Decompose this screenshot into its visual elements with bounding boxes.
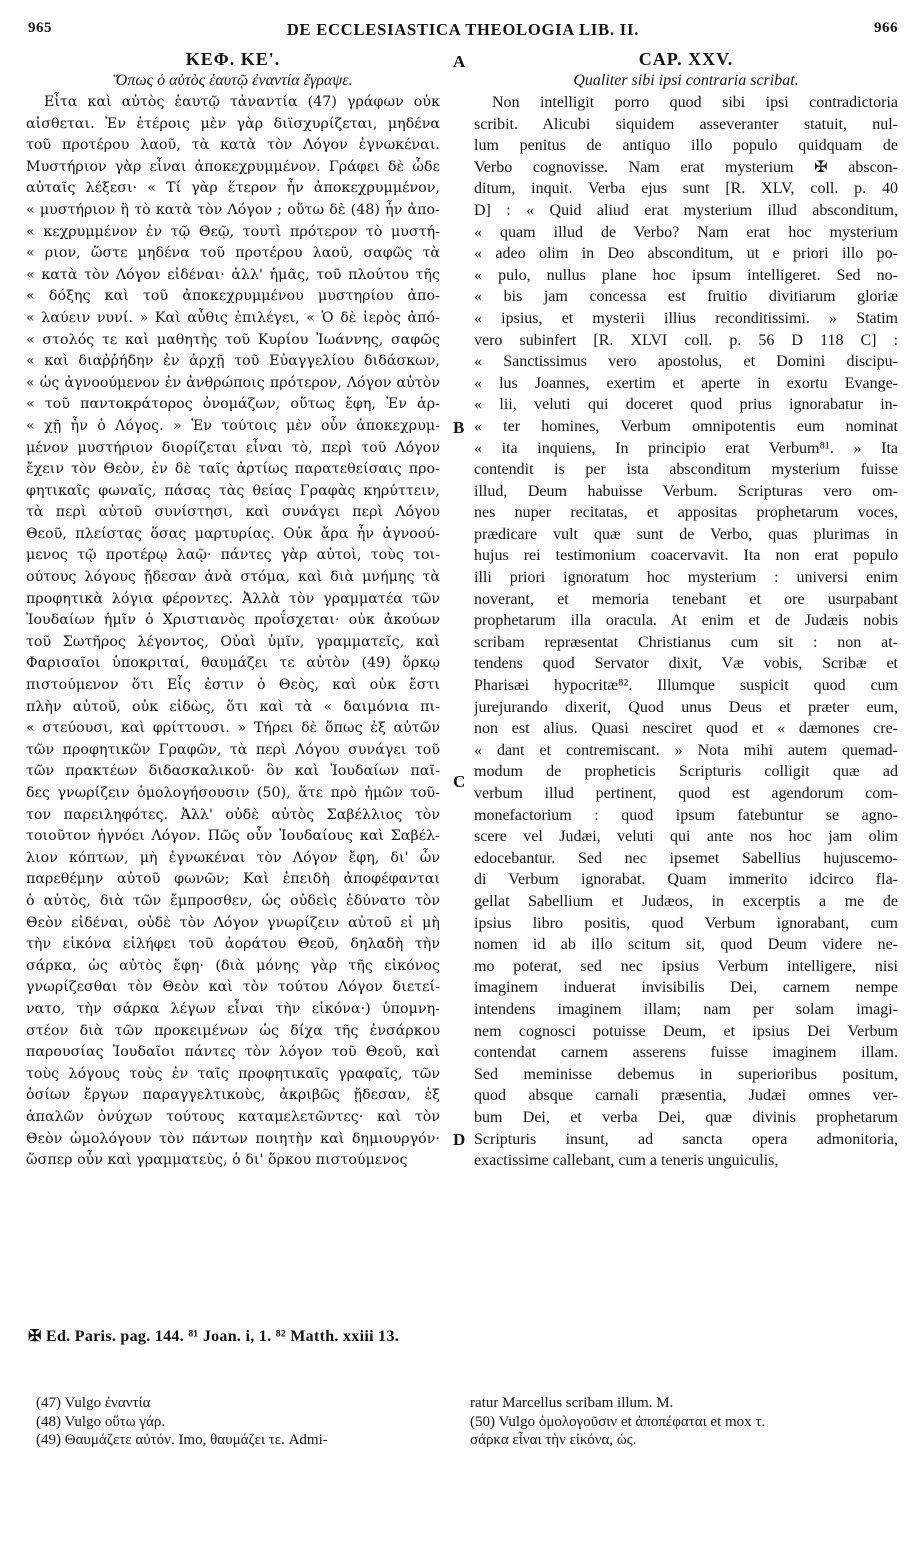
text-line: modum de propheticis Scripturis colligit quæ ad bbox=[474, 763, 898, 781]
text-line: Φαρισαῖοι ὑποκριταί, θαυμάζει τε αὐτὸν (49) ὅρκῳ bbox=[26, 655, 440, 672]
text-line: « χῇ ἦν ὁ Λόγος. » Ἐν τούτοις μὲν οὖν ἀποκεχρυμ- bbox=[26, 417, 440, 434]
text-line: ditum, inquit. Verba ejus sunt [R. XLV, coll. p. 40 bbox=[474, 180, 898, 198]
footnote-references: ✠ Ed. Paris. pag. 144. ⁸¹ Joan. i, 1. ⁸² Matth. xxiii 13. bbox=[28, 1328, 400, 1345]
text-line: jurejurando dixerit, Quod unus Deus et præter eum, bbox=[474, 698, 898, 716]
text-line: noverant, et memoria tenebant et ore usurpabant bbox=[474, 590, 898, 608]
text-line: « pulo, nullus plane hoc ipsum intelligeret. Sed no- bbox=[474, 266, 898, 284]
text-line: contendit is per ista absconditum mysterium fuisse bbox=[474, 461, 898, 479]
text-line: τῶν πρακτέων διδασκαλικοῦ· ὃν καὶ Ἰουδαίων παῖ- bbox=[26, 763, 440, 780]
text-line: τον παρειληφότες. Ἀλλ' οὐδὲ αὐτὸς Σαβέλλιος τὸν bbox=[26, 806, 440, 823]
greek-chapter-subtitle: Ὅπως ὁ αὐτὸς ἑαυτῷ ἐναντία ἔγραψε. bbox=[113, 72, 353, 89]
note-line: (47) Vulgo ἐναντία bbox=[36, 1395, 151, 1411]
text-line: monefactorium : quod ipsum fatebuntur se agno- bbox=[474, 806, 898, 824]
text-line: Non intelligit porro quod sibi ipsi contradictoria bbox=[492, 94, 898, 111]
greek-column bbox=[26, 48, 440, 1172]
text-line: « δόξης καὶ τοῦ ἀποκεχρυμμένου μυστηρίου ἀπο- bbox=[26, 288, 440, 305]
text-line: D] : « Quid aliud erat mysterium illud absconditum, bbox=[474, 201, 898, 219]
text-line: « κατὰ τὸν Λόγον εἰδέναι· ἀλλ' ἡμᾶς, τοῦ πλούτου τῆς bbox=[26, 266, 440, 283]
text-line: « λαύειν νυνί. » Καὶ αὖθις ἐπιλέγει, « Ὁ δὲ ἱερὸς ἀπό- bbox=[26, 309, 440, 326]
text-line: « dant et contremiscant. » Nota mihi autem quemad- bbox=[474, 741, 898, 759]
text-line: Ἰουδαίων ἡμῖν ὁ Χριστιανὸς προΐσχεται· οὐκ ἀκούων bbox=[26, 612, 440, 629]
text-line: « Sanctissimus vero apostolus, et Domini discipu- bbox=[474, 353, 898, 371]
text-line: « στολός τε καὶ μαθητὴς τοῦ Κυρίου Ἰωάννης, σαφῶς bbox=[26, 331, 440, 348]
text-line: γνωρίζεσθαι τὸν Θεὸν καὶ τὸν τούτου Λόγον διετεί- bbox=[26, 979, 440, 996]
margin-letter-c: C bbox=[453, 772, 466, 791]
latin-column bbox=[474, 48, 898, 1172]
text-line: τοὺς λόγους τοὺς ἐν ταῖς προφητικαῖς γραφαῖς, τῶν bbox=[26, 1065, 440, 1082]
text-line: edocebantur. Sed nec ipsemet Sabellius hujuscemo- bbox=[474, 849, 898, 867]
text-line: prophetarum illa oracula. At enim et de Judæis nobis bbox=[474, 612, 898, 630]
margin-letter-a: A bbox=[453, 52, 466, 71]
text-line: « lii, veluti qui doceret quod prius ignorabatur in- bbox=[474, 396, 898, 414]
text-line: exactissime callebant, cum a teneris unguiculis, bbox=[474, 1152, 779, 1170]
text-line: illud, Deum habuisse Verbum. Scripturas vero om- bbox=[474, 482, 898, 500]
text-line: ipsius libro positis, quod Verbum ignorabant, cum bbox=[474, 914, 898, 932]
text-line: gellat Sabellium et Judæos, in excerptis a me de bbox=[474, 892, 898, 910]
text-line: αὐταῖς λέξεσι· « Τί γὰρ ἕτερον ἦν ἀποκεχρυμμένον, bbox=[26, 180, 440, 197]
text-line: τὰ περὶ αὐτοῦ συνίστησι, καὶ συνάγει περὶ Λόγου bbox=[26, 504, 440, 521]
text-line: Θεὸν ὡμολόγουν τὸν πάντων ποιητὴν καὶ δημιουργόν· bbox=[26, 1130, 440, 1147]
text-line: Μυστήριον γὰρ εἶναι ἀποκεχρυμμένον. Γράφει δὲ ὧδε bbox=[26, 158, 440, 175]
text-line: πλὴν αὐτοῦ, οὐκ εἰδὼς, ὅτι καὶ τὰ « δαιμόνια πι- bbox=[26, 698, 440, 715]
text-line: Εἶτα καὶ αὐτὸς ἑαυτῷ τἀναντία (47) γράφων οὐκ bbox=[44, 94, 440, 110]
text-line: « ριον, ὥστε μηδένα τοῦ προτέρου λαοῦ, σαφῶς τὰ bbox=[26, 245, 440, 262]
text-line: παρεθέμην αὐτοῦ φωνῶν; Καὶ ἐπειδὴ ἀποφέφανται bbox=[26, 871, 440, 888]
text-line: Scripturis insunt, ad sancta opera admonitoria, bbox=[474, 1130, 898, 1148]
text-line: non est alius. Quasi nesciret quod et « dæmones cre- bbox=[474, 720, 898, 738]
note-line: (49) Θαυμάζετε αὐτόν. Imo, θαυμάζει τε. Admi- bbox=[36, 1432, 328, 1448]
text-line: αἰσθεται. Ἐν ἑτέροις μὲν γὰρ διϊσχυρίζεται, μηδένα bbox=[26, 115, 440, 132]
latin-body-text bbox=[474, 92, 898, 1172]
text-line: Θεοῦ, πλείστας ὅσας μαρτυρίας. Οὐκ ἄρα ἦν ἀγνοού- bbox=[26, 525, 440, 542]
note-line: (50) Vulgo ὁμολογοῦσιν et ἀποπέφαται et mox τ. bbox=[470, 1413, 766, 1430]
text-line: παρουσίας Ἰουδαῖοι πάντες τὸν λόγον τοῦ Θεοῦ, καὶ bbox=[26, 1044, 440, 1061]
text-line: scere vel Judæi, veluti qui ante nos hoc jam olim bbox=[474, 828, 898, 846]
text-line: imaginem induerat invisibilis Dei, carnem nempe bbox=[474, 979, 898, 997]
text-line: « κεχρυμμένον ἐν τῷ Θεῷ, τουτὶ πρότερον τὸ μυστή- bbox=[26, 223, 440, 240]
text-line: ἔχειν τὸν Θεὸν, ἐν δὲ ταῖς ἀρτίως παρατεθείσαις προ- bbox=[26, 461, 440, 478]
text-line: « τοῦ παντοκράτορος ὀνομάζων, οὕτως ἔφη, Ἐν ἀρ- bbox=[26, 396, 440, 413]
text-line: τοῦ προτέρου λαοῦ, τὰ κατὰ τὸν Λόγον ἐγνωκέναι. bbox=[26, 137, 440, 154]
text-line: Pharisæi hypocritæ⁸². Illumque suspicit quod cum bbox=[474, 677, 898, 695]
text-line: illi priori ignoratum hoc mysterium : universi enim bbox=[474, 569, 898, 587]
note-line: (48) Vulgo οὕτω γάρ. bbox=[36, 1413, 166, 1430]
text-line: ὥσπερ οὖν καὶ γραμματεὺς, ὁ δι' ὅρκου πιστούμενος bbox=[26, 1152, 408, 1169]
text-line: στέον διὰ τῶν προκειμένων ὡς δίχα τῆς ἐνσάρκου bbox=[26, 1022, 440, 1039]
editor-notes-right bbox=[470, 1394, 890, 1450]
text-line: Θεὸν εἰδέναι, οὐδὲ τὸν Λόγον γνωρίζειν αὐτοῦ εἰ μὴ bbox=[26, 914, 440, 931]
text-line: ὁσίων ἔργων παραγγελτικοὺς, ἀκριβῶς ᾔδεσαν, ἐξ bbox=[26, 1087, 440, 1104]
text-line: ὁ αὐτὸς, διὰ τῶν ἔμπροσθεν, ὡς οὐδεὶς ἐδύνατο τὸν bbox=[26, 892, 440, 909]
text-line: « ter homines, Verbum omnipotentis eum nominat bbox=[474, 417, 898, 435]
text-line: nem cognosci potuisse Deum, et ipsius Dei Verbum bbox=[474, 1022, 898, 1040]
text-line: προφητικὰ λόγια φέροντες. Ἀλλὰ τὸν γραμματέα τῶν bbox=[26, 590, 440, 607]
text-line: « στεύουσι, καὶ φρίττουσι. » Τήρει δὲ ὅπως ἐξ αὐτῶν bbox=[26, 720, 440, 737]
text-line: ἁπαλῶν ὀνύχων τούτους καταμελετῶντες· καὶ τὸν bbox=[26, 1108, 440, 1125]
text-line: φητικαῖς φωναῖς, πάσας τὰς θείας Γραφὰς κηρύττειν, bbox=[26, 482, 440, 499]
text-line: τῶν προφητικῶν Γραφῶν, τὰ περὶ Λόγου συνάγει τοῦ bbox=[26, 741, 440, 758]
text-line: « quam illud de Verbo? Nam erat hoc mysterium bbox=[474, 223, 898, 241]
text-line: τοῦ Σωτῆρος λέγοντος, Οὐαὶ ὑμῖν, γραμματεῖς, καὶ bbox=[26, 633, 440, 650]
text-line: di Verbum ignorabat. Quam immerito idcirco fla- bbox=[474, 871, 898, 889]
editor-notes-left bbox=[36, 1394, 456, 1450]
text-line: Verbo cognovisse. Nam erat mysterium ✠ abscon- bbox=[474, 158, 898, 176]
text-line: « bis jam concessa est fruitio divitiarum gloriæ bbox=[474, 288, 898, 306]
text-line: ούτους λόγους ᾔδεσαν ἀνὰ στόμα, καὶ διὰ μνήμης τὰ bbox=[26, 569, 440, 586]
text-line: « lus Joannes, exertim et aperte in exortu Evange- bbox=[474, 374, 898, 392]
margin-letter-d: D bbox=[453, 1130, 466, 1149]
text-line: contendat carnem asserens fuisse imaginem illam. bbox=[474, 1044, 898, 1062]
text-line: μένον μυστήριον διορίζεται εἶναι τὸ, περὶ τοῦ Λόγον bbox=[26, 439, 440, 456]
text-line: « μυστήριον ἢ τὸ κατὰ τὸν Λόγον ; οὕτω δὲ (48) ἦν ἀπο- bbox=[26, 201, 440, 218]
text-line: τὴν εἰκόνα εἰλήφει τοῦ ἀοράτου Θεοῦ, δηλαδὴ τὴν bbox=[26, 936, 440, 953]
text-line: « καὶ διαῤῥήδην ἐν ἀρχῇ τοῦ Εὐαγγελίου διδάσκων, bbox=[26, 353, 440, 370]
greek-chapter-heading: ΚΕΦ. ΚΕ'. bbox=[185, 49, 281, 69]
text-line: Sed meminisse debemus in superioribus positum, bbox=[474, 1065, 898, 1083]
text-line: mo poterat, sed nec ipsius Verbum intelligere, nisi bbox=[474, 957, 898, 975]
text-line: τοιοῦτον ἠγνόει Λόγον. Πῶς οὖν Ἰουδαίους καὶ Σαβέλ- bbox=[26, 828, 440, 845]
text-line: πιστούμενον ὅτι Εἷς ἐστιν ὁ Θεὸς, καὶ οὐκ ἔστι bbox=[26, 677, 440, 694]
page-number-left: 965 bbox=[28, 20, 52, 36]
margin-letter-b: B bbox=[453, 418, 465, 437]
running-title: DE ECCLESIASTICA THEOLOGIA LIB. II. bbox=[286, 20, 640, 39]
text-line: hujus rei testimonium coacervavit. Ita non erat populo bbox=[474, 547, 898, 565]
text-line: lum penitus de antiquo illo populo quidquam de bbox=[474, 137, 898, 155]
text-line: « ipsius, et mysterii illius reconditissimi. » Statim bbox=[474, 309, 898, 327]
page-number-right: 966 bbox=[874, 20, 898, 36]
text-line: scribit. Alicubi siquidem asseveranter statuit, nul- bbox=[474, 115, 898, 133]
text-line: « adeo olim in Deo absconditum, ut e priori illo po- bbox=[474, 245, 898, 263]
text-line: « ita inquiens, In principio erat Verbum⁸¹. » Ita bbox=[474, 439, 898, 457]
text-line: verbum illud pertinent, quod est agendorum com- bbox=[474, 785, 898, 802]
text-line: intendens imaginem illam; nam per solam imagi- bbox=[474, 1000, 898, 1018]
note-line: ratur Marcellus scribam illum. M. bbox=[470, 1395, 674, 1411]
text-line: « ὡς ἀγνοούμενον ἐν ἀνθρώποις πρότερον, Λόγον αὐτὸν bbox=[26, 374, 440, 391]
text-line: nomen id ab illo scitum sit, quod Deum videre ne- bbox=[474, 936, 898, 954]
text-line: prædicare vult quæ sunt de Verbo, quas plurimas in bbox=[474, 525, 898, 543]
text-line: vero subinfert [R. XLVI coll. p. 56 D 118 C] : bbox=[474, 331, 898, 349]
text-line: δες γνωρίζειν ὁμολογήσουσιν (50), ἅτε πρὸ ἡμῶν τοῦ- bbox=[26, 785, 440, 801]
running-header bbox=[28, 20, 898, 46]
text-line: μενος τῷ προτέρῳ λαῷ· πάντες γὰρ αὐτοὶ, τοὺς τοι- bbox=[26, 547, 440, 564]
text-line: scribam repræsentat Christianus cum sit : non at- bbox=[474, 633, 898, 651]
text-line: νατο, τὴν σάρκα λέγων εἶναι τὴν εἰκόνα·) ὑπομνη- bbox=[26, 1000, 440, 1017]
text-line: tendens quod Servator dixit, Væ vobis, Scribæ et bbox=[474, 655, 898, 673]
text-line: quod absque carnali præsentia, Judæi omnes ver- bbox=[474, 1087, 898, 1105]
latin-chapter-heading: CAP. XXV. bbox=[638, 49, 734, 69]
text-line: σάρκα, ὡς αὐτὸς ἔφη· (διὰ μόνης γὰρ τῆς εἰκόνος bbox=[26, 957, 440, 974]
text-line: nes nuper recitatas, et appositas prophetarum voces, bbox=[474, 504, 898, 522]
greek-body-text bbox=[26, 92, 440, 1172]
note-line: σάρκα εἶναι τὴν εἰκόνα, ὡς. bbox=[470, 1432, 637, 1448]
latin-chapter-subtitle: Qualiter sibi ipsi contraria scribat. bbox=[573, 72, 799, 89]
text-line: bum Dei, et verba Dei, quæ divinis prophetarum bbox=[474, 1108, 898, 1126]
text-line: λιον κόπτων, μὴ ἐγνωκέναι τὸν Λόγον ἔφη, δι' ὧν bbox=[26, 849, 440, 866]
